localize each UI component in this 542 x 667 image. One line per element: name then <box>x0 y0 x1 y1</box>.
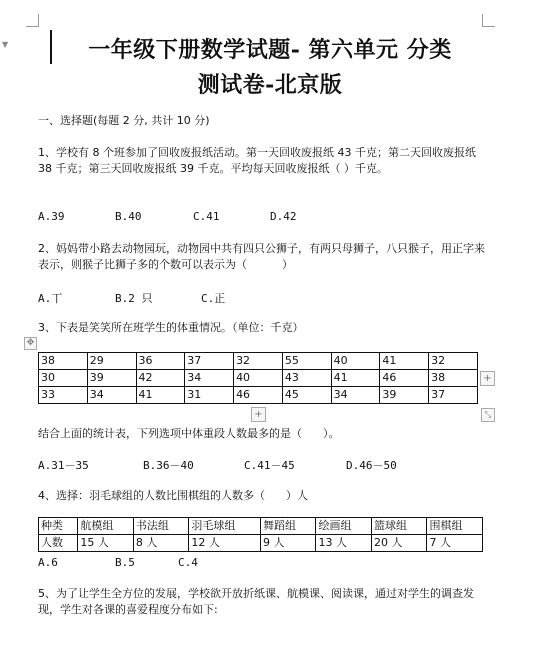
table-cell: 37 <box>429 387 478 404</box>
table-cell: 33 <box>39 387 88 404</box>
table-cell: 34 <box>87 387 136 404</box>
table-header-cell: 种类 <box>39 518 78 535</box>
weight-table <box>38 352 478 404</box>
q1-option-c: C.41 <box>193 210 220 223</box>
table-row <box>39 535 483 552</box>
table-cell: 39 <box>380 387 429 404</box>
table-cell: 32 <box>234 353 283 370</box>
table-cell: 46 <box>380 370 429 387</box>
q1-option-a: A.39 <box>38 210 65 223</box>
table-cell: 32 <box>429 353 478 370</box>
table-cell: 29 <box>87 353 136 370</box>
question-5-text: 5、为了让学生全方位的发展，学校欲开放折纸课、航模课、阅读课，通过对学生的调查发现，学生对各课的喜爱程度分布如下: <box>38 587 474 616</box>
q2-option-b: B.2 只 <box>115 292 153 305</box>
table-cell: 39 <box>87 370 136 387</box>
table-cell: 13 人 <box>316 535 372 552</box>
table-header-cell: 航模组 <box>78 518 134 535</box>
table-cell: 40 <box>331 353 380 370</box>
table-cell: 31 <box>185 387 234 404</box>
table-header-cell: 围棋组 <box>427 518 483 535</box>
table-cell: 20 人 <box>371 535 427 552</box>
table-row <box>39 518 483 535</box>
page-corner-mark-left <box>26 14 39 27</box>
q1-option-d: D.42 <box>270 210 297 223</box>
q3-option-b: B.36－40 <box>143 459 194 472</box>
table-cell: 41 <box>136 387 185 404</box>
table-header-cell: 舞蹈组 <box>260 518 316 535</box>
table-cell: 38 <box>39 353 88 370</box>
table-cell: 38 <box>429 370 478 387</box>
q2-option-a: A.丅 <box>38 292 63 305</box>
table-cell: 30 <box>39 370 88 387</box>
table-cell: 45 <box>282 387 331 404</box>
q3-option-a: A.31－35 <box>38 459 89 472</box>
table-row <box>39 387 478 404</box>
table-cell: 37 <box>185 353 234 370</box>
table-header-cell: 羽毛球组 <box>189 518 261 535</box>
q4-option-a: A.6 <box>38 556 58 569</box>
table-cell: 41 <box>380 353 429 370</box>
document-title-line2: 测试卷-北京版 <box>197 72 343 98</box>
table-cell: 15 人 <box>78 535 134 552</box>
table-row <box>39 353 478 370</box>
document-title-line1: 一年级下册数学试题- 第六单元 分类 <box>88 37 452 63</box>
q2-option-c: C.正 <box>201 292 226 305</box>
q4-option-c: C.4 <box>178 556 198 569</box>
table-cell: 46 <box>234 387 283 404</box>
section-heading: 一、选择题(每题 2 分, 共计 10 分) <box>38 114 210 127</box>
q1-option-b: B.40 <box>115 210 142 223</box>
question-3-intro: 3、下表是笑笑所在班学生的体重情况。（单位：千克） <box>38 321 304 334</box>
interest-group-table <box>38 517 483 552</box>
move-handle-icon[interactable]: ✥ <box>24 337 37 350</box>
margin-arrow-icon: ▼ <box>2 40 9 49</box>
table-cell: 43 <box>282 370 331 387</box>
q3-option-d: D.46－50 <box>346 459 397 472</box>
question-3-text: 结合上面的统计表，下列选项中体重段人数最多的是（ ）。 <box>38 427 340 440</box>
table-cell: 41 <box>331 370 380 387</box>
table-cell: 8 人 <box>133 535 189 552</box>
table-cell: 人数 <box>39 535 78 552</box>
table-cell: 12 人 <box>189 535 261 552</box>
q3-option-c: C.41－45 <box>244 459 295 472</box>
question-2-text: 2、妈妈带小路去动物园玩，动物园中共有四只公狮子，有两只母狮子，八只猴子，用正字来表示，则猴子比狮子多的个数可以表示为（ ） <box>38 242 485 271</box>
question-4-text: 4、选择：羽毛球组的人数比围棋组的人数多（ ）人 <box>38 489 308 502</box>
table-header-cell: 书法组 <box>133 518 189 535</box>
table-cell: 9 人 <box>260 535 316 552</box>
table-cell: 34 <box>185 370 234 387</box>
table-row <box>39 370 478 387</box>
table-cell: 7 人 <box>427 535 483 552</box>
q4-option-b: B.5 <box>115 556 135 569</box>
add-row-icon[interactable]: + <box>251 407 266 422</box>
question-1-text: 1、学校有 8 个班参加了回收废报纸活动。第一天回收废报纸 43 千克；第二天回收废报纸 38 千克；第三天回收废报纸 39 千克。平均每天回收废报纸（ ）千克。 <box>38 146 480 175</box>
table-cell: 55 <box>282 353 331 370</box>
table-cell: 34 <box>331 387 380 404</box>
resize-handle-icon[interactable]: ⤡ <box>481 408 495 422</box>
add-column-icon[interactable]: + <box>480 371 495 386</box>
table-header-cell: 篮球组 <box>371 518 427 535</box>
table-cell: 36 <box>136 353 185 370</box>
table-cell: 42 <box>136 370 185 387</box>
table-header-cell: 绘画组 <box>316 518 372 535</box>
table-cell: 40 <box>234 370 283 387</box>
page-corner-mark-right <box>482 14 495 27</box>
